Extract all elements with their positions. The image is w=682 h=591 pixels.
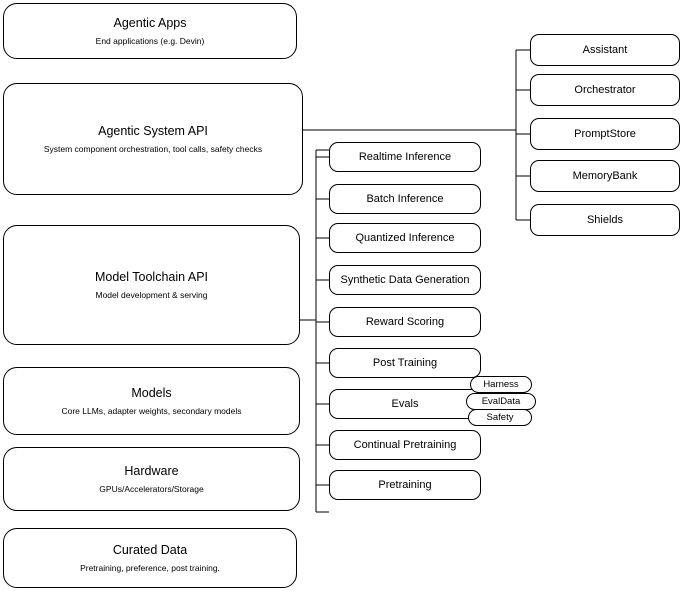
toolchain-component[interactable] bbox=[329, 348, 481, 378]
layer-title: Model Toolchain API bbox=[94, 269, 209, 284]
eval-subcomponent[interactable] bbox=[470, 376, 532, 393]
toolchain-component-label: Batch Inference bbox=[366, 193, 444, 205]
layer-box[interactable] bbox=[3, 528, 297, 588]
toolchain-component[interactable] bbox=[329, 389, 481, 419]
layer-subtitle: System component orchestration, tool calls, safety checks bbox=[43, 143, 263, 154]
agentic-component-label: Shields bbox=[586, 214, 624, 226]
toolchain-component-label: Continual Pretraining bbox=[353, 439, 457, 451]
toolchain-component[interactable] bbox=[329, 184, 481, 214]
layer-title: Agentic Apps bbox=[113, 15, 187, 30]
toolchain-component[interactable] bbox=[329, 265, 481, 295]
toolchain-component[interactable] bbox=[329, 430, 481, 460]
layer-subtitle: Pretraining, preference, post training. bbox=[80, 562, 220, 573]
toolchain-component[interactable] bbox=[329, 470, 481, 500]
layer-title: Models bbox=[131, 385, 172, 400]
layer-box[interactable] bbox=[3, 367, 300, 435]
agentic-component[interactable] bbox=[530, 118, 680, 150]
eval-subcomponent-label: EvalData bbox=[481, 396, 521, 407]
toolchain-component-label: Realtime Inference bbox=[358, 151, 452, 163]
layer-subtitle: Core LLMs, adapter weights, secondary models bbox=[61, 405, 242, 416]
eval-subcomponent[interactable] bbox=[466, 393, 536, 410]
agentic-component-label: MemoryBank bbox=[572, 170, 638, 182]
layer-box[interactable] bbox=[3, 3, 297, 59]
layer-box[interactable] bbox=[3, 447, 300, 511]
layer-box[interactable] bbox=[3, 83, 303, 195]
eval-subcomponent-label: Safety bbox=[486, 412, 514, 423]
agentic-component[interactable] bbox=[530, 74, 680, 106]
toolchain-component-label: Evals bbox=[391, 398, 419, 410]
layer-subtitle: End applications (e.g. Devin) bbox=[95, 35, 205, 46]
eval-subcomponent-label: Harness bbox=[483, 379, 519, 390]
agentic-component-label: Orchestrator bbox=[574, 84, 636, 96]
toolchain-component-label: Pretraining bbox=[378, 479, 432, 491]
toolchain-component-label: Reward Scoring bbox=[365, 316, 445, 328]
agentic-component[interactable] bbox=[530, 34, 680, 66]
toolchain-component[interactable] bbox=[329, 223, 481, 253]
toolchain-component[interactable] bbox=[329, 142, 481, 172]
eval-subcomponent[interactable] bbox=[468, 409, 532, 426]
layer-box[interactable] bbox=[3, 225, 300, 345]
layer-subtitle: Model development & serving bbox=[95, 289, 208, 300]
agentic-component[interactable] bbox=[530, 160, 680, 192]
toolchain-component[interactable] bbox=[329, 307, 481, 337]
agentic-component-label: Assistant bbox=[582, 44, 628, 56]
layer-title: Agentic System API bbox=[98, 123, 208, 138]
layer-title: Curated Data bbox=[112, 542, 188, 557]
agentic-component[interactable] bbox=[530, 204, 680, 236]
toolchain-component-label: Post Training bbox=[372, 357, 438, 369]
layer-subtitle: GPUs/Accelerators/Storage bbox=[99, 483, 204, 494]
layer-title: Hardware bbox=[124, 463, 179, 478]
toolchain-component-label: Quantized Inference bbox=[355, 232, 455, 244]
toolchain-component-label: Synthetic Data Generation bbox=[340, 274, 470, 286]
agentic-component-label: PromptStore bbox=[574, 128, 636, 140]
